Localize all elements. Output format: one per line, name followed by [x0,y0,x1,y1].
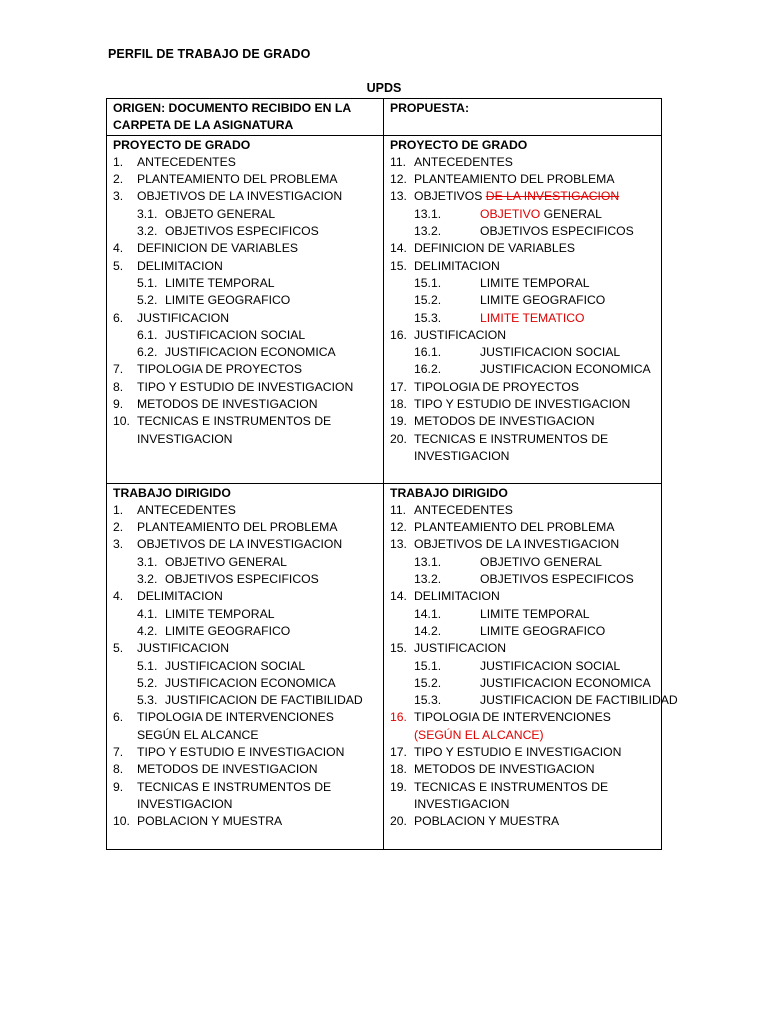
item-number: 5.2. [137,293,158,308]
origin-header: ORIGEN: DOCUMENTO RECIBIDO EN LA CARPETA DE LA ASIGNATURA [107,99,384,136]
list-item [390,344,656,361]
item-number: 6. [113,310,124,325]
item-number: 3.1. [137,206,158,221]
item-number: 5.3. [137,693,158,708]
item-number: 12. [390,172,407,187]
item-number: 9. [113,779,124,794]
item-label: JUSTIFICACION DE FACTIBILIDAD [165,693,363,708]
item-label: PLANTEAMIENTO DEL PROBLEMA [137,172,338,187]
item-text [137,502,236,519]
list-item [113,396,378,413]
list-item [390,692,678,709]
item-text [165,275,275,292]
proposed-change: (SEGÚN EL ALCANCE) [414,727,544,742]
item-text [137,171,337,188]
item-text [480,623,605,640]
list-item [113,502,378,519]
item-text [137,744,344,761]
item-number: 13.2. [414,572,442,587]
item-text [414,536,619,553]
item-text [414,640,506,657]
item-number: 15.2. [414,675,442,690]
section-heading: PROYECTO DE GRADO [390,137,528,152]
item-label: TECNICAS E INSTRUMENTOS DE INVESTIGACION [137,414,332,446]
item-text [414,588,500,605]
item-label: ANTECEDENTES [414,154,513,169]
item-number: 19. [390,779,407,794]
list-item [113,640,378,657]
item-label: TIPOLOGIA DE INTERVENCIONES [414,710,611,725]
list-item [390,536,656,553]
outline-list [113,154,378,448]
list-item [113,275,378,292]
item-text [414,240,575,257]
item-text [414,396,630,413]
item-text [137,258,223,275]
item-text [165,675,336,692]
list-item [390,813,656,830]
item-text [480,344,620,361]
item-number: 4. [113,241,124,256]
list-item [390,240,656,257]
item-number: 6.1. [137,327,158,342]
item-text [480,361,651,378]
item-label: OBJETO GENERAL [165,206,276,221]
item-number: 19. [390,414,407,429]
item-number: 7. [113,745,124,760]
item-text [137,310,229,327]
item-label: LIMITE TEMPORAL [165,275,275,290]
list-item [390,223,656,240]
item-text [137,709,378,744]
list-item [390,761,656,778]
item-label: TECNICAS E INSTRUMENTOS DE INVESTIGACION [137,779,332,811]
item-text [165,571,319,588]
item-label: ANTECEDENTES [137,154,236,169]
item-label: OBJETIVOS [414,189,486,204]
item-number: 3.1. [137,554,158,569]
item-label: OBJETIVOS ESPECIFICOS [165,572,319,587]
list-item [390,744,656,761]
item-text [137,188,342,205]
list-item [113,606,378,623]
item-text [414,171,614,188]
list-item [390,188,656,205]
item-text [480,292,605,309]
list-item [390,361,656,378]
item-text [414,813,559,830]
list-item [390,327,656,344]
item-number: 16. [390,710,407,725]
td-proposal-cell [384,483,678,849]
item-label: GENERAL [540,206,602,221]
item-text [480,606,590,623]
pg-origin-cell [107,135,384,483]
item-number: 11. [390,502,407,517]
item-label: JUSTIFICACION ECONOMICA [480,675,651,690]
item-number: 5. [113,641,124,656]
item-number: 13.1. [414,206,442,221]
item-number: 3. [113,537,124,552]
item-text [137,240,298,257]
item-label: PLANTEAMIENTO DEL PROBLEMA [414,172,615,187]
item-number: 15.3. [414,310,442,325]
item-number: 4. [113,589,124,604]
item-text [165,327,305,344]
pg-proposal-cell [384,135,662,483]
section-heading: PROYECTO DE GRADO [113,137,251,152]
list-item [390,154,656,171]
trabajo-dirigido-row [107,483,662,849]
list-item [113,361,378,378]
item-text [137,519,337,536]
item-label: OBJETIVOS ESPECIFICOS [480,224,634,239]
item-number: 1. [113,154,124,169]
item-label: POBLACION Y MUESTRA [414,814,560,829]
item-label: OBJETIVOS DE LA INVESTIGACION [137,537,343,552]
item-text [480,675,651,692]
list-item [390,502,656,519]
item-number: 3. [113,189,124,204]
list-item [390,709,656,744]
item-text [414,154,513,171]
item-label: JUSTIFICACION SOCIAL [165,327,306,342]
section-heading: TRABAJO DIRIGIDO [390,485,508,500]
item-label: TIPO Y ESTUDIO E INVESTIGACION [137,745,345,760]
item-label: TIPO Y ESTUDIO E INVESTIGACION [414,745,622,760]
item-number: 15. [390,641,407,656]
item-text [165,623,290,640]
list-item [113,344,378,361]
item-number: 14.2. [414,623,442,638]
item-number: 18. [390,397,407,412]
item-label: JUSTIFICACION SOCIAL [165,658,306,673]
list-item [113,154,378,171]
document-title: PERFIL DE TRABAJO DE GRADO [108,47,311,61]
item-label: METODOS DE INVESTIGACION [414,414,595,429]
item-number: 15.1. [414,658,442,673]
list-item [113,223,378,240]
item-label: JUSTIFICACION [137,310,230,325]
item-label: TIPO Y ESTUDIO DE INVESTIGACION [414,397,631,412]
item-label: LIMITE GEOGRAFICO [480,293,606,308]
item-label: DEFINICION DE VARIABLES [137,241,298,256]
item-number: 3.2. [137,224,158,239]
item-number: 8. [113,379,124,394]
item-label: OBJETIVOS ESPECIFICOS [165,224,319,239]
list-item [390,779,656,814]
item-text [414,327,506,344]
list-item [390,310,656,327]
proposed-change: OBJETIVO [480,206,541,221]
item-text [414,761,595,778]
item-label: LIMITE GEOGRAFICO [165,623,291,638]
item-label: ANTECEDENTES [414,502,513,517]
item-label: JUSTIFICACION SOCIAL [480,345,621,360]
item-text [480,223,634,240]
list-item [113,744,378,761]
list-item [113,292,378,309]
item-label: JUSTIFICACION [414,327,507,342]
item-text [137,588,223,605]
item-label: OBJETIVOS DE LA INVESTIGACION [137,189,343,204]
list-item [113,761,378,778]
list-item [113,258,378,275]
td-origin-cell [107,483,384,849]
item-number: 20. [390,814,407,829]
item-label: METODOS DE INVESTIGACION [137,397,318,412]
item-label: METODOS DE INVESTIGACION [137,762,318,777]
item-label: JUSTIFICACION [137,641,230,656]
item-label: OBJETIVOS ESPECIFICOS [480,572,634,587]
outline-list [390,502,678,831]
item-number: 5. [113,258,124,273]
item-text [414,258,500,275]
item-number: 5.2. [137,675,158,690]
item-label: TECNICAS E INSTRUMENTOS DE INVESTIGACION [414,779,609,811]
item-text [414,779,656,814]
list-item [390,258,656,275]
item-label: TIPOLOGIA DE INTERVENCIONES SEGÚN EL ALCANCE [137,710,334,742]
item-number: 20. [390,431,407,446]
item-label: TIPO Y ESTUDIO DE INVESTIGACION [137,379,354,394]
comparison-table [106,98,678,850]
list-item [390,292,656,309]
list-item [113,779,378,814]
item-number: 1. [113,502,124,517]
list-item [390,606,656,623]
list-item [113,554,378,571]
item-label: LIMITE GEOGRAFICO [480,623,606,638]
item-number: 13. [390,537,407,552]
item-text [165,344,336,361]
item-label: POBLACION Y MUESTRA [137,814,283,829]
list-item [113,206,378,223]
item-text [414,188,619,205]
item-text [480,692,678,709]
section-heading: TRABAJO DIRIGIDO [113,485,231,500]
item-label: JUSTIFICACION ECONOMICA [480,362,651,377]
item-label: TIPOLOGIA DE PROYECTOS [414,379,580,394]
list-item [113,709,378,744]
proyecto-de-grado-row [107,135,662,483]
item-label: PLANTEAMIENTO DEL PROBLEMA [414,520,615,535]
item-number: 13. [390,189,407,204]
list-item [113,692,378,709]
item-number: 15.3. [414,693,442,708]
item-text [165,692,363,709]
list-item [390,396,656,413]
item-text [137,761,318,778]
list-item [390,588,656,605]
item-number: 6.2. [137,345,158,360]
item-label: OBJETIVO GENERAL [480,554,602,569]
item-number: 16.2. [414,362,442,377]
item-text [414,431,656,466]
list-item [113,571,378,588]
list-item [390,658,656,675]
item-number: 15. [390,258,407,273]
item-text [165,223,319,240]
item-number: 13.1. [414,554,442,569]
item-number: 16.1. [414,345,442,360]
item-number: 11. [390,154,407,169]
item-label: DEFINICION DE VARIABLES [414,241,575,256]
list-item [390,640,656,657]
proposal-header: PROPUESTA: [384,99,662,136]
item-number: 17. [390,745,407,760]
item-label: LIMITE TEMPORAL [480,606,590,621]
list-item [390,571,656,588]
item-number: 10. [113,814,130,829]
item-text [137,536,342,553]
document-subtitle: UPDS [366,81,402,95]
list-item [113,519,378,536]
item-number: 16. [390,327,407,342]
item-label: OBJETIVO GENERAL [165,554,287,569]
item-number: 3.2. [137,572,158,587]
list-item [113,623,378,640]
item-number: 15.1. [414,275,442,290]
list-item [390,623,656,640]
list-item [113,188,378,205]
outline-list [113,502,378,831]
item-text [165,554,287,571]
item-label: TECNICAS E INSTRUMENTOS DE INVESTIGACION [414,431,609,463]
item-number: 17. [390,379,407,394]
list-item [390,171,656,188]
item-text [137,379,353,396]
list-item [390,675,656,692]
item-text [137,813,282,830]
item-text [480,571,634,588]
item-text [414,379,579,396]
item-number: 2. [113,520,124,535]
item-number: 4.1. [137,606,158,621]
item-label: DELIMITACION [414,258,500,273]
item-text [165,206,275,223]
item-number: 14. [390,241,407,256]
item-text [414,519,614,536]
header-row [107,99,662,136]
item-number: 15.2. [414,293,442,308]
list-item [390,206,656,223]
list-item [390,275,656,292]
list-item [113,675,378,692]
item-label: METODOS DE INVESTIGACION [414,762,595,777]
list-item [113,413,378,448]
outline-list [390,154,656,465]
item-label: DELIMITACION [137,589,223,604]
item-number: 9. [113,397,124,412]
item-number: 2. [113,172,124,187]
item-text [137,413,378,448]
item-number: 4.2. [137,623,158,638]
item-text [480,554,602,571]
item-label: JUSTIFICACION [414,641,507,656]
list-item [390,519,656,536]
item-text [137,396,318,413]
list-item [390,554,656,571]
item-label: PLANTEAMIENTO DEL PROBLEMA [137,520,338,535]
list-item [113,240,378,257]
list-item [113,588,378,605]
item-text [165,606,275,623]
item-text [480,275,590,292]
item-number: 14.1. [414,606,442,621]
item-number: 13.2. [414,224,442,239]
item-label: DELIMITACION [137,258,223,273]
item-text [165,658,305,675]
item-number: 18. [390,762,407,777]
item-text [165,292,290,309]
item-label: JUSTIFICACION DE FACTIBILIDAD [480,693,678,708]
item-text [137,361,302,378]
item-number: 12. [390,520,407,535]
item-number: 10. [113,414,130,429]
item-label: JUSTIFICACION ECONOMICA [165,675,336,690]
item-number: 5.1. [137,275,158,290]
item-label: ANTECEDENTES [137,502,236,517]
list-item [390,431,656,466]
item-text [137,154,236,171]
item-text [137,779,378,814]
list-item [113,379,378,396]
list-item [113,310,378,327]
list-item [390,413,656,430]
item-text [480,206,602,223]
item-text [137,640,229,657]
list-item [113,171,378,188]
item-label: JUSTIFICACION SOCIAL [480,658,621,673]
item-label: LIMITE TEMPORAL [480,275,590,290]
item-text [414,709,656,744]
item-number: 7. [113,362,124,377]
item-label: LIMITE GEOGRAFICO [165,293,291,308]
item-number: 5.1. [137,658,158,673]
item-label: OBJETIVOS DE LA INVESTIGACION [414,537,620,552]
item-label: TIPOLOGIA DE PROYECTOS [137,362,303,377]
item-label: LIMITE TEMPORAL [165,606,275,621]
list-item [113,658,378,675]
item-text [414,744,621,761]
proposed-change: LIMITE TEMATICO [480,310,585,325]
list-item [113,536,378,553]
item-text [414,413,595,430]
item-number: 6. [113,710,124,725]
item-label: JUSTIFICACION ECONOMICA [165,345,336,360]
item-text [414,502,513,519]
item-number: 8. [113,762,124,777]
list-item [113,813,378,830]
item-text [480,658,620,675]
item-number: 14. [390,589,407,604]
item-label: DELIMITACION [414,589,500,604]
list-item [113,327,378,344]
list-item [390,379,656,396]
item-text [480,310,585,327]
struck-out-text: DE LA INVESTIGACION [485,189,620,204]
